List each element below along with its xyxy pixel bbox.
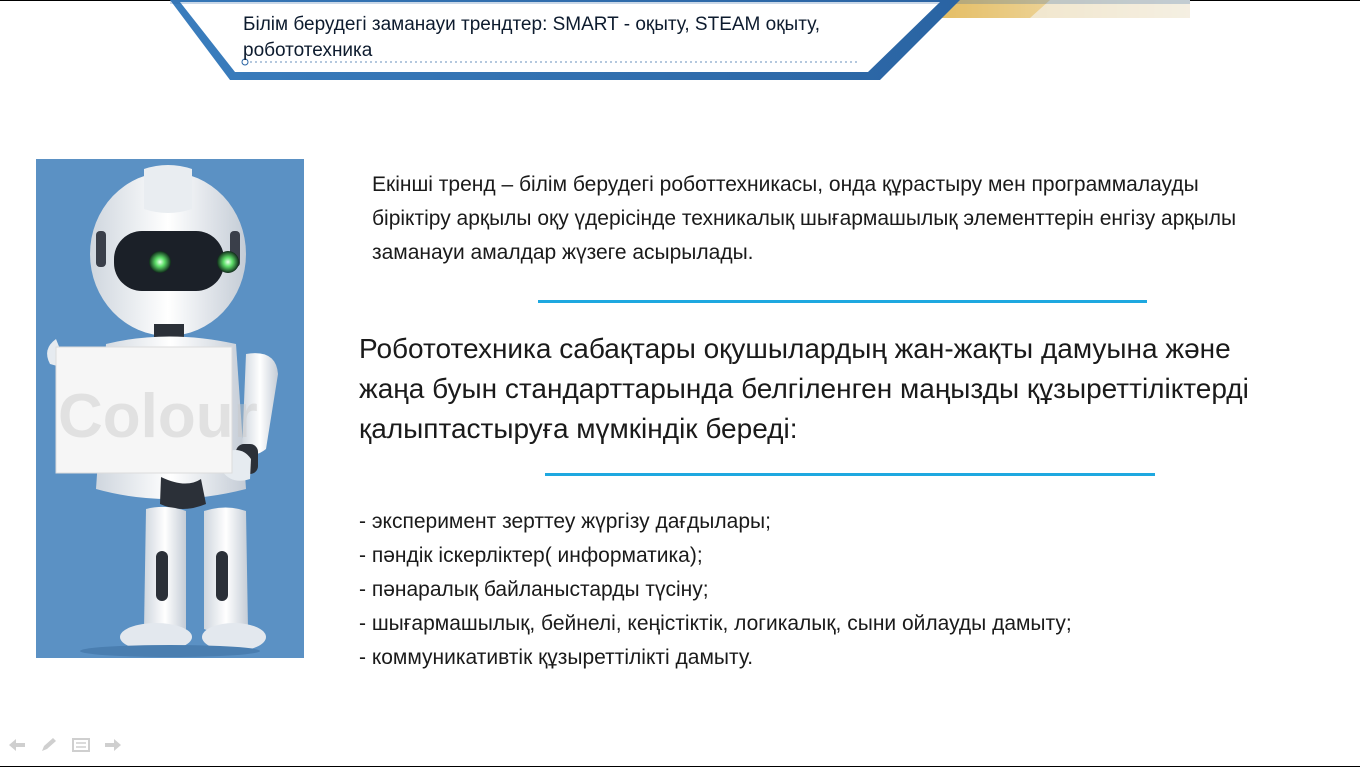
pen-icon[interactable]: [38, 736, 60, 754]
list-item: - пәнаралық байланыстарды түсіну;: [359, 578, 709, 601]
list-item: - эксперимент зерттеу жүргізу дағдылары;: [359, 510, 771, 533]
header-banner: [0, 0, 1360, 100]
slide-title: Білім берудегі заманауи трендтер: SMART - оқыту, STEAM оқыту, робототехника: [243, 14, 820, 61]
menu-icon[interactable]: [70, 736, 92, 754]
list-item: - шығармашылық, бейнелі, кеңістіктік, логикалық, сыни ойлауды дамыту;: [359, 612, 1072, 635]
divider-line: [538, 300, 1147, 303]
bottom-border: [0, 766, 1360, 767]
robot-illustration: [36, 159, 304, 658]
divider-line: [545, 473, 1155, 476]
list-item: - пәндік іскерліктер( информатика);: [359, 544, 703, 567]
paragraph-trend: Екінші тренд – білім берудегі роботтехникасы, онда құрастыру мен программалауды біріктіру арқылы оқу үдерісінде техникалық шығармашылық элементтерін енгізу арқылы заманауи амалдар жүзеге асырылады.: [372, 173, 1237, 264]
paragraph-robotics: Робототехника сабақтары оқушылардың жан-жақты дамуына және жаңа буын стандарттарында белгіленген маңызды құзыреттіліктерді қалыптастыруға мүмкіндік береді:: [359, 333, 1249, 444]
slideshow-controls: [6, 736, 124, 754]
prev-arrow-icon[interactable]: [6, 736, 28, 754]
next-arrow-icon[interactable]: [102, 736, 124, 754]
watermark-text: Colour: [58, 382, 258, 451]
list-item: - коммуникативтік құзыреттілікті дамыту.: [359, 646, 754, 669]
competency-list: [359, 505, 1319, 675]
robot-icon: [36, 159, 304, 658]
